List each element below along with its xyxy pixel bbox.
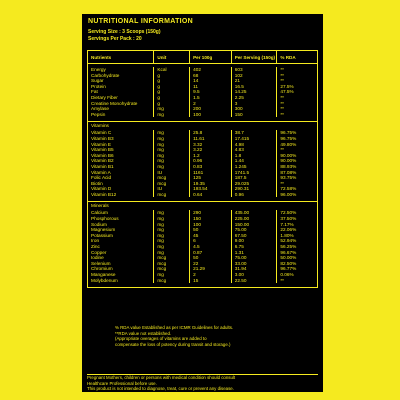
nutrient-unit: g — [154, 84, 190, 90]
nutrient-unit: mg — [154, 216, 190, 222]
nutrient-name: Molybdenum — [88, 278, 154, 284]
per-100g-value: 1.2 — [190, 153, 232, 159]
header-per-100g: Per 100g — [190, 51, 232, 63]
nutrient-unit: mcg — [154, 192, 190, 198]
rda-value: 96.75% — [280, 135, 297, 141]
per-100g-value: 2 — [190, 101, 232, 107]
nutrient-unit: mg — [154, 153, 190, 159]
note-compensate: compensate the loss of potency during transit and storage.) — [115, 341, 231, 347]
nutrient-unit: g — [154, 101, 190, 107]
nutrient-unit: mg — [154, 164, 190, 170]
per-serving-value: 31.94 — [232, 266, 278, 272]
nutrient-name: Zinc — [88, 244, 154, 250]
note-overages: (Appropriate overages of vitamins are added to — [115, 336, 207, 342]
nutrient-name: Creatine Monohydrate — [88, 101, 154, 107]
nutrient-name: Sodium — [88, 222, 154, 228]
nutrient-name: Vitamin E — [88, 142, 154, 148]
nutrient-unit: mg — [154, 244, 190, 250]
rda-value: 27.5% — [280, 83, 294, 89]
rda-value: 82.50% — [280, 260, 297, 266]
per-serving-value: 187.5 — [232, 175, 278, 181]
table-row — [88, 278, 317, 284]
nutrient-name: Selenium — [88, 261, 154, 267]
nutrient-name: Magnesium — [88, 227, 154, 233]
note-rda: % RDA value Established as per ICMR Guidelines for adults. — [115, 325, 234, 330]
per-serving-value: 1741.5 — [232, 170, 278, 176]
nutrient-name: Manganese — [88, 272, 154, 278]
nutrient-name: Sugar — [88, 78, 154, 84]
per-100g-value: 200 — [190, 106, 232, 112]
rda-value: 72.50% — [280, 210, 297, 216]
nutrient-name: Iron — [88, 238, 154, 244]
per-serving-value: 16.5 — [232, 84, 278, 90]
per-100g-value: 22 — [190, 261, 232, 267]
rda-value: 50.00% — [280, 255, 297, 261]
nutrient-unit: Kcal — [154, 67, 190, 73]
per-serving-value: 1.44 — [232, 158, 278, 164]
rda-value: 7.17% — [280, 221, 294, 227]
nutrient-unit: g — [154, 95, 190, 101]
nutrient-name: Vitamin B2 — [88, 158, 154, 164]
table-row — [88, 112, 317, 118]
per-100g-value: 6 — [190, 238, 232, 244]
per-serving-value: 150.00 — [232, 222, 278, 228]
per-serving-value: 435.00 — [232, 210, 278, 216]
rda-value: ** — [280, 100, 285, 106]
nutrient-unit: mg — [154, 158, 190, 164]
nutrient-name: Copper — [88, 250, 154, 256]
per-100g-value: 0.83 — [190, 164, 232, 170]
nutrient-unit: mcg — [154, 175, 190, 181]
nutrient-name: Energy — [88, 67, 154, 73]
nutrient-unit: mg — [154, 112, 190, 118]
nutrient-unit: mg — [154, 250, 190, 256]
nutrient-unit: mcg — [154, 278, 190, 284]
rda-value: 96.67% — [280, 249, 297, 255]
header-nutrients: Nutrients — [88, 51, 154, 63]
nutrient-name: Vitamin B3 — [88, 136, 154, 142]
nutrient-unit: mg — [154, 142, 190, 148]
per-100g-value: 2 — [190, 272, 232, 278]
rda-value: 96.77% — [280, 266, 297, 272]
per-100g-value: 21.29 — [190, 266, 232, 272]
rda-value: 96.75% — [280, 130, 297, 136]
per-100g-value: 9.5 — [190, 89, 232, 95]
rda-value: ** — [280, 106, 285, 112]
per-100g-value: 3.32 — [190, 142, 232, 148]
rda-value: ** — [280, 277, 285, 283]
nutrient-unit: mcg — [154, 181, 190, 187]
rda-value: 87.08% — [280, 169, 297, 175]
rda-value: 37.50% — [280, 216, 297, 222]
per-100g-value: 1161 — [190, 170, 232, 176]
per-100g-value: 15 — [190, 278, 232, 284]
rda-value: ** — [280, 111, 285, 117]
rda-value: 90.00% — [280, 158, 297, 164]
rda-value: ** — [280, 72, 285, 78]
nutrient-name: Vitamin B6 — [88, 153, 154, 159]
per-serving-value: 300 — [232, 106, 278, 112]
nutrient-name: Protein — [88, 84, 154, 90]
rda-value: 49.80% — [280, 141, 297, 147]
nutrient-name: Phosphorous — [88, 216, 154, 222]
per-100g-value: 4.5 — [190, 244, 232, 250]
nutrient-unit: g — [154, 78, 190, 84]
disclaimer-line-3: This product is not intended to diagnose, treat, cure or prevent any disease. — [87, 386, 234, 392]
per-serving-value: 150 — [232, 112, 278, 118]
rda-value: 47.5% — [280, 89, 294, 95]
per-100g-value: 14 — [190, 78, 232, 84]
section-title: Minerals — [91, 203, 109, 209]
per-serving-value: 4.83 — [232, 147, 278, 153]
nutrient-unit: mcg — [154, 261, 190, 267]
table-header — [87, 50, 318, 64]
rda-value: 0.06% — [280, 272, 294, 277]
nutrient-name: Iodine — [88, 255, 154, 261]
section-section-1 — [87, 122, 318, 202]
per-serving-value: 17.415 — [232, 136, 278, 142]
nutrient-name: Biotin — [88, 181, 154, 187]
per-100g-value: 3.22 — [190, 147, 232, 153]
per-serving-value: 1.245 — [232, 164, 278, 170]
disclaimer-line-1: Pregnant Mothers, children or persons with medical condition should consult — [87, 375, 236, 380]
rda-value: 90.00% — [280, 152, 297, 158]
rda-value: 22.06% — [280, 227, 297, 233]
per-serving-value: 22.50 — [232, 278, 278, 284]
nutrient-unit: mg — [154, 238, 190, 244]
per-serving-value: 6.75 — [232, 244, 278, 250]
per-100g-value: 19.35 — [190, 181, 232, 187]
nutrient-unit: mg — [154, 222, 190, 228]
nutrient-name: Pepsin — [88, 112, 154, 118]
header-per-serving: Per Serving (150g) — [232, 51, 278, 63]
nutrition-table — [87, 50, 318, 288]
nutrient-name: Calcium — [88, 210, 154, 216]
nutrient-unit: g — [154, 89, 190, 95]
per-100g-value: 0.64 — [190, 192, 232, 198]
rda-value: ** — [280, 147, 285, 153]
section-section-2 — [87, 202, 318, 288]
nutrient-name: Folic Acid — [88, 175, 154, 181]
rda-value: 96.00% — [280, 191, 297, 197]
notes — [87, 325, 318, 347]
header-rda: % RDA — [280, 54, 296, 60]
nutrient-name: Potassium — [88, 233, 154, 239]
nutrient-name: Vitamin B1 — [88, 164, 154, 170]
per-100g-value: 402 — [190, 67, 232, 73]
nutrition-panel — [82, 14, 323, 392]
nutrient-unit: mcg — [154, 255, 190, 261]
nutrient-name: Vitamin B12 — [88, 192, 154, 198]
rda-value: ** — [280, 78, 285, 84]
rda-value: 88.93% — [280, 163, 297, 169]
per-serving-value: 102 — [232, 73, 278, 79]
section-macros — [87, 64, 318, 122]
per-serving-value: 38.7 — [232, 130, 278, 136]
per-100g-value: 50 — [190, 227, 232, 233]
per-100g-value: 0.87 — [190, 250, 232, 256]
nutrient-unit: mg — [154, 147, 190, 153]
per-100g-value: 0.96 — [190, 158, 232, 164]
nutrient-name: Dietary Fiber — [88, 95, 154, 101]
nutrient-name: Vitamin C — [88, 130, 154, 136]
panel-title: NUTRITIONAL INFORMATION — [88, 18, 194, 25]
rda-value: ** — [280, 67, 285, 72]
nutrient-unit: g — [154, 73, 190, 79]
nutrient-unit: IU — [154, 170, 190, 176]
per-100g-value: 11.61 — [190, 136, 232, 142]
nutrient-unit: mg — [154, 106, 190, 112]
disclaimer — [87, 374, 318, 392]
nutrient-unit: mg — [154, 227, 190, 233]
per-100g-value: 150 — [190, 216, 232, 222]
per-serving-value: 225.00 — [232, 216, 278, 222]
per-serving-value: 2.25 — [232, 95, 278, 101]
per-100g-value: 45 — [190, 233, 232, 239]
note-not-established: **RDA value not established. — [115, 330, 172, 336]
nutrient-unit: mg — [154, 233, 190, 239]
per-serving-value: 1.31 — [232, 250, 278, 256]
per-serving-value: 14.25 — [232, 89, 278, 95]
per-100g-value: 100 — [190, 222, 232, 228]
per-serving-value: 75.00 — [232, 227, 278, 233]
rda-value: 93.75% — [280, 175, 297, 181]
disclaimer-line-2: Healthcare Professional before use. — [87, 380, 157, 386]
per-100g-value: 50 — [190, 255, 232, 261]
nutrient-unit: mg — [154, 272, 190, 278]
per-100g-value: 1.5 — [190, 95, 232, 101]
nutrient-unit: mg — [154, 136, 190, 142]
per-100g-value: 290 — [190, 210, 232, 216]
per-serving-value: 4.98 — [232, 142, 278, 148]
per-serving-value: 603 — [232, 67, 278, 73]
rda-value: 72.58% — [280, 186, 297, 192]
header-unit: Unit — [154, 51, 190, 63]
nutrient-name: Vitamin D — [88, 186, 154, 192]
per-serving-value: 1.8 — [232, 153, 278, 159]
per-serving-value: 3 — [232, 101, 278, 107]
per-100g-value: 11 — [190, 84, 232, 90]
section-title: Vitamins — [91, 123, 109, 129]
nutrient-name: Vitamin B5 — [88, 147, 154, 153]
per-100g-value: 193.54 — [190, 186, 232, 192]
per-100g-value: 100 — [190, 112, 232, 118]
nutrient-unit: mcg — [154, 266, 190, 272]
rda-value: 1.80% — [280, 232, 294, 238]
per-serving-value: 0.96 — [232, 192, 278, 198]
per-100g-value: 68 — [190, 73, 232, 79]
nutrient-unit: mg — [154, 130, 190, 136]
table-row — [88, 192, 317, 198]
rda-value: ** — [280, 180, 285, 186]
per-serving-value: 9.00 — [232, 238, 278, 244]
rda-value: 56.25% — [280, 244, 297, 250]
per-serving-value: 75.00 — [232, 255, 278, 261]
rda-value: ** — [280, 94, 285, 100]
per-serving-value: 3.00 — [232, 272, 278, 278]
servings-per-pack: Servings Per Pack : 20 — [88, 36, 142, 42]
nutrient-unit: mg — [154, 210, 190, 216]
per-serving-value: 21 — [232, 78, 278, 84]
nutrient-name: Fat — [88, 89, 154, 95]
per-serving-value: 290.31 — [232, 186, 278, 192]
nutrient-unit: IU — [154, 186, 190, 192]
nutrient-name: Amylase — [88, 106, 154, 112]
serving-size: Serving Size : 3 Scoops (150g) — [88, 29, 161, 35]
per-100g-value: 25.8 — [190, 130, 232, 136]
nutrient-name: Chromium — [88, 266, 154, 272]
nutrient-name: Vitamin A — [88, 170, 154, 176]
per-serving-value: 29.025 — [232, 181, 278, 187]
per-serving-value: 67.50 — [232, 233, 278, 239]
per-100g-value: 125 — [190, 175, 232, 181]
per-serving-value: 33.00 — [232, 261, 278, 267]
rda-value: 52.94% — [280, 238, 297, 244]
nutrient-name: Carbohydrate — [88, 73, 154, 79]
